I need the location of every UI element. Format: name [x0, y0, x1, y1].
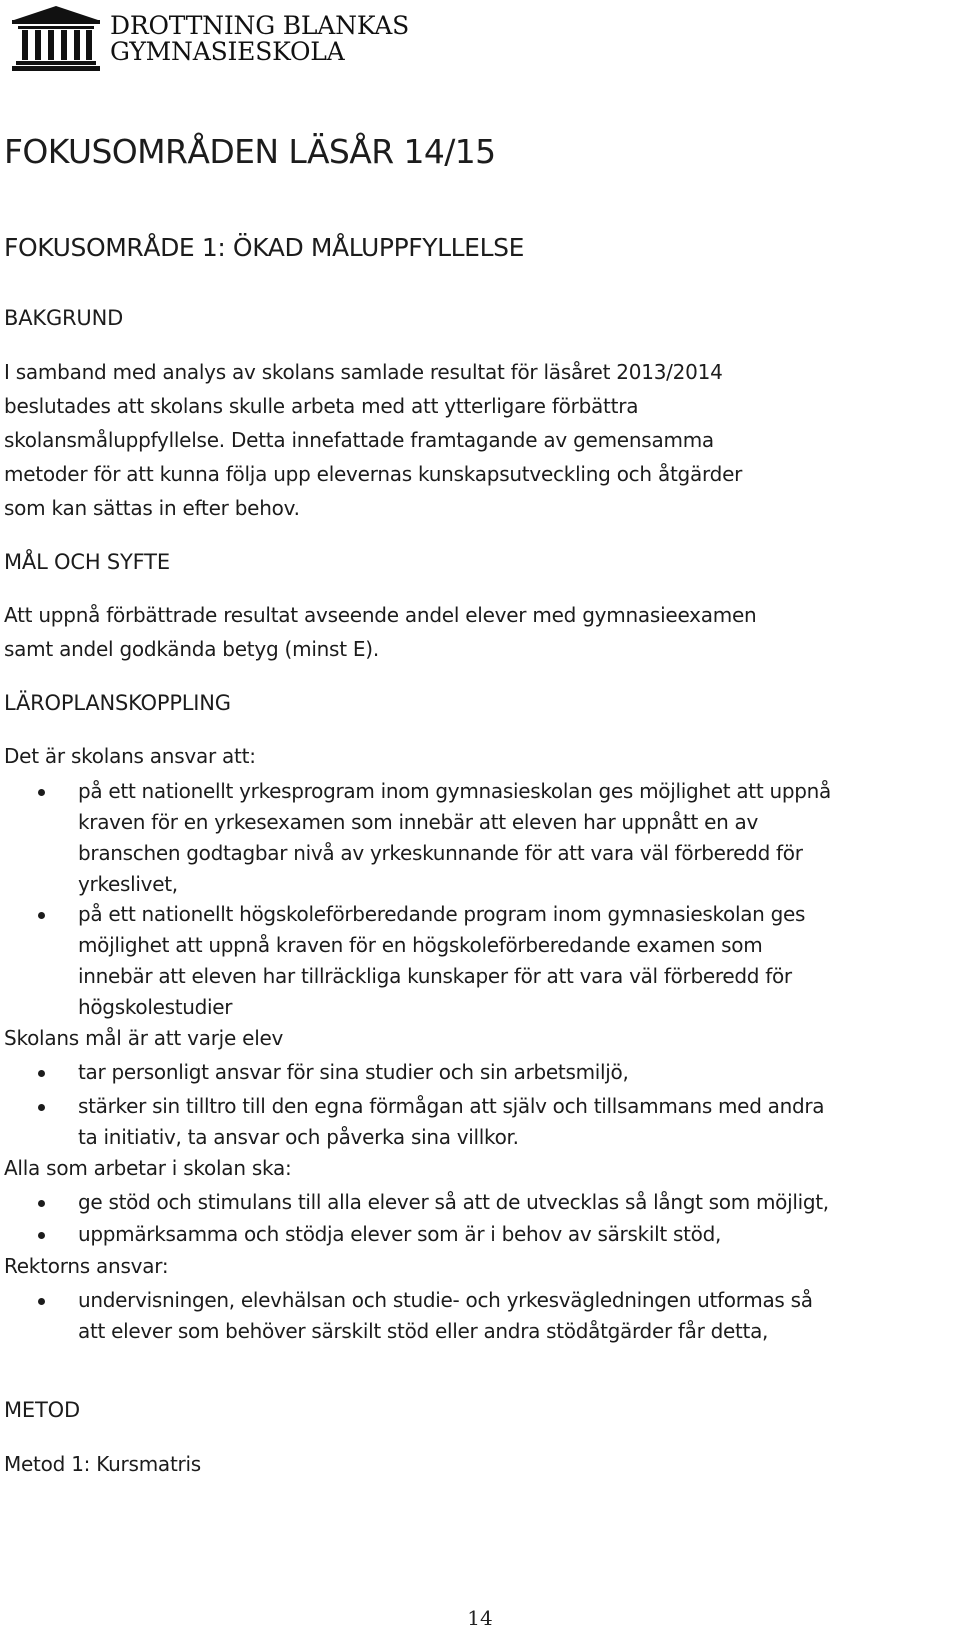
staff-bullet-line: ge stöd och stimulans till alla elever så att de utvecklas så långt som möjligt,	[78, 1190, 829, 1214]
student-goal-bullet-line: stärker sin tilltro till den egna förmågan att själv och tillsammans med andra	[78, 1094, 825, 1118]
method-heading: METOD	[4, 1398, 80, 1422]
staff-bullet-line: uppmärksamma och stödja elever som är i behov av särskilt stöd,	[78, 1222, 722, 1246]
bullet-point	[38, 1200, 45, 1207]
principal-bullet-line: undervisningen, elevhälsan och studie- och yrkesvägledningen utformas så	[78, 1288, 813, 1312]
focus-area-heading: FOKUSOMRÅDE 1: ÖKAD MÅLUPPFYLLELSE	[4, 233, 524, 262]
responsibility-bullet-line: innebär att eleven har tillräckliga kunskaper för att vara väl förberedd för	[78, 964, 792, 988]
method-1-label: Metod 1: Kursmatris	[4, 1452, 201, 1476]
goal-heading: MÅL OCH SYFTE	[4, 550, 170, 574]
curriculum-heading: LÄROPLANSKOPPLING	[4, 691, 231, 715]
background-line: som kan sättas in efter behov.	[4, 496, 300, 520]
background-heading: BAKGRUND	[4, 306, 124, 330]
background-line: skolansmåluppfyllelse. Detta innefattade framtagande av gemensamma	[4, 428, 714, 452]
student-goal-intro: Skolans mål är att varje elev	[4, 1026, 284, 1050]
bullet-point	[38, 789, 45, 796]
school-logo	[10, 4, 430, 74]
bullet-point	[38, 1104, 45, 1111]
page-number: 14	[467, 1606, 493, 1630]
responsibility-bullet-line: kraven för en yrkesexamen som innebär att eleven har uppnått en av	[78, 810, 759, 834]
background-line: I samband med analys av skolans samlade resultat för läsåret 2013/2014	[4, 360, 723, 384]
goal-line: samt andel godkända betyg (minst E).	[4, 637, 379, 661]
principal-intro: Rektorns ansvar:	[4, 1254, 169, 1278]
background-line: metoder för att kunna följa upp elevernas kunskapsutveckling och åtgärder	[4, 462, 743, 486]
principal-bullet-line: att elever som behöver särskilt stöd eller andra stödåtgärder får detta,	[78, 1319, 769, 1343]
responsibility-bullet-line: möjlighet att uppnå kraven för en högskoleförberedande examen som	[78, 933, 763, 957]
responsibility-bullet-line: på ett nationellt högskoleförberedande program inom gymnasieskolan ges	[78, 902, 806, 926]
document-title: FOKUSOMRÅDEN LÄSÅR 14/15	[4, 132, 496, 171]
bullet-point	[38, 1070, 45, 1077]
staff-intro: Alla som arbetar i skolan ska:	[4, 1156, 292, 1180]
responsibility-bullet-line: branschen godtagbar nivå av yrkeskunnande för att vara väl förberedd för	[78, 841, 803, 865]
responsibility-bullet-line: yrkeslivet,	[78, 872, 178, 896]
responsibility-bullet-line: högskolestudier	[78, 995, 233, 1019]
responsibility-intro: Det är skolans ansvar att:	[4, 744, 256, 768]
school-name-line-1: DROTTNING BLANKAS	[110, 11, 410, 40]
background-line: beslutades att skolans skulle arbeta med att ytterligare förbättra	[4, 394, 639, 418]
goal-line: Att uppnå förbättrade resultat avseende andel elever med gymnasieexamen	[4, 603, 757, 627]
student-goal-bullet-line: tar personligt ansvar för sina studier och sin arbetsmiljö,	[78, 1060, 629, 1084]
temple-logo-icon	[10, 4, 102, 72]
student-goal-bullet-line: ta initiativ, ta ansvar och påverka sina villkor.	[78, 1125, 519, 1149]
bullet-point	[38, 1232, 45, 1239]
responsibility-bullet-line: på ett nationellt yrkesprogram inom gymnasieskolan ges möjlighet att uppnå	[78, 779, 831, 803]
bullet-point	[38, 912, 45, 919]
bullet-point	[38, 1298, 45, 1305]
school-name-line-2: GYMNASIESKOLA	[110, 37, 345, 66]
